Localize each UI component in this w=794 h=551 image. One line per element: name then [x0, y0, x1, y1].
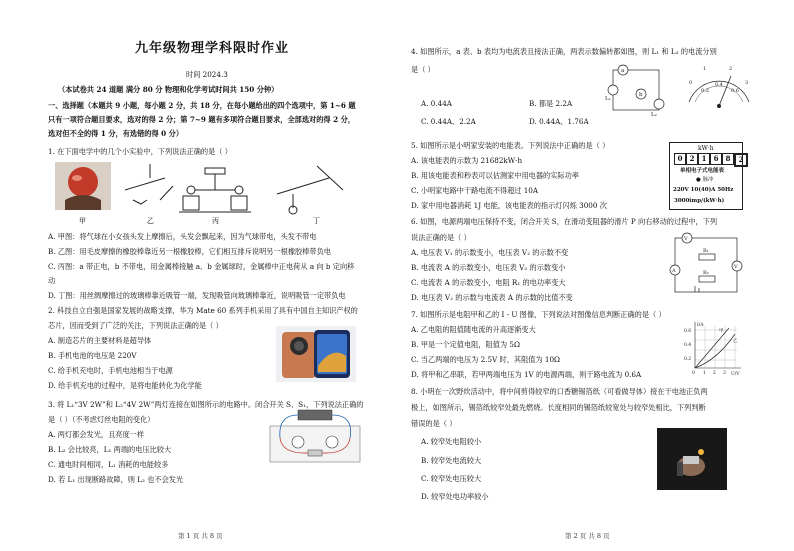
q3-option-b: B. L₂ 会比较亮，L₁ 两端的电压比较大 — [48, 445, 172, 454]
dial-tick-0: 0 — [689, 80, 693, 86]
dial-tick-4: 0.2 — [701, 88, 709, 94]
q7-option-b: B. 甲是一个定值电阻，阻值为 5Ω — [411, 340, 520, 349]
graph-xtick: 0 — [692, 371, 695, 376]
section1-line-1: 一、选择题（本题共 9 小题，每小题 2 分，共 18 分，在每小题给出的四个选项中，第 1~6 题 — [48, 101, 356, 110]
q6-option-a: A. 电压表 V₁ 的示数变小，电压表 V₂ 的示数不变 — [411, 248, 569, 257]
q4-option-a: A. 0.44A — [421, 99, 452, 108]
curve-label-yi: 乙 — [733, 339, 738, 344]
svg-text:L₂: L₂ — [651, 112, 657, 118]
q8-option-d: D. 较窄处电功率较小 — [421, 492, 489, 501]
q6-circuit — [665, 230, 745, 298]
graph-ytick: 0.6 — [684, 329, 692, 334]
q1-option-c: C. 丙图：a 带正电，b 不带电，用金属棒接触 a、b 金属球时，金属棒中正电荷从 a 向 b 定向移 — [48, 262, 355, 271]
page-title: 九年级物理学科限时作业 — [135, 41, 290, 56]
page-2 — [397, 0, 794, 551]
curve-label-jia: 甲 — [719, 329, 724, 334]
graph-xtick: 2 — [713, 371, 716, 376]
meter-line-3: 220V 10(40)A 50Hz — [673, 187, 734, 193]
q4-ammeter-dial — [683, 62, 755, 112]
straw-experiment — [277, 166, 343, 214]
q3-stem-1: 3. 将 L₁“3V 2W”和 L₂“4V 2W”两灯连接在如图所示的电路中。闭合开关 S、S₁，下列说法正确的 — [48, 400, 364, 409]
q1-option-d: D. 丁图：用丝绸摩擦过的玻璃棒靠近吸管一端，发现吸管向玻璃棒靠近，说明吸管一定带负电 — [48, 291, 346, 300]
svg-text:A: A — [672, 268, 676, 274]
svg-text:a: a — [621, 68, 625, 74]
fig-label-yi: 乙 — [147, 217, 154, 225]
dial-tick-5: 0.4 — [715, 82, 723, 88]
q2-option-d: D. 给手机充电的过程中，是将电能转化为化学能 — [48, 381, 202, 390]
svg-text:L₁: L₁ — [605, 96, 611, 102]
q5-option-b: B. 用该电能表和秒表可以估测家中用电器的实际功率 — [411, 171, 579, 180]
q6-option-c: C. 电流表 A 的示数变小，电阻 R₁ 的电功率变大 — [411, 278, 566, 287]
graph-ytick: 0.4 — [684, 343, 692, 348]
svg-text:b: b — [639, 92, 643, 98]
rod-experiment — [125, 164, 173, 204]
q6-stem-1: 6. 如图，电源两端电压保持不变，闭合开关 S，在滑动变阻器的滑片 P 向右移动的过程中，下列 — [411, 217, 718, 226]
svg-text:R₂: R₂ — [703, 270, 709, 276]
exam-meta: （本试卷共 24 道题 满分 80 分 物理和化学考试时间共 150 分钟） — [58, 85, 279, 94]
q4-stem-1: 4. 如图所示，a 表、b 表均为电流表且接法正确，两表示数偏转都如图，则 L₁ 和 L₂ 的电流分别 — [411, 47, 717, 56]
graph-ylabel: I/A — [697, 323, 704, 328]
q1-stem: 1. 在下面电学中的几个小实验中，下列说法正确的是（ ） — [48, 147, 232, 156]
meter-digit: 2 — [686, 153, 698, 165]
q7-option-c: C. 当乙两端的电压为 2.5V 时，其阻值为 10Ω — [411, 355, 561, 364]
fig-label-jia: 甲 — [79, 217, 86, 225]
q8-option-a: A. 较窄处电阻较小 — [421, 437, 482, 446]
graph-xlabel: U/V — [731, 372, 740, 376]
q3-option-d: D. 若 L₁ 出现断路故障，则 L₂ 也不会发光 — [48, 475, 184, 484]
q2-option-b: B. 手机电池的电压是 220V — [48, 351, 137, 360]
q6-option-d: D. 电压表 V₂ 的示数与电流表 A 的示数的比值不变 — [411, 293, 573, 302]
meter-digit-decimal: 2 — [734, 153, 748, 167]
q8-option-c: C. 较窄处电压较大 — [421, 474, 482, 483]
q2-stem-1: 2. 科技自立自强是国家发展的战略支撑，华为 Mate 60 系列手机采用了具有中国自主知识产权的 — [48, 306, 358, 315]
graph-ytick: 0.2 — [684, 357, 692, 362]
q3-option-a: A. 两灯都会发光，且亮度一样 — [48, 430, 145, 439]
phone-image — [276, 326, 356, 382]
q1-option-a: A. 甲图：将气球在小女孩头发上摩擦后，头发会飘起来，因为气球带电，头发不带电 — [48, 232, 317, 241]
q8-option-b: B. 较窄处电流较大 — [421, 456, 482, 465]
meter-line-1: 单相电子式电能表 — [680, 168, 725, 174]
meter-line-2: ● 脉冲 — [696, 177, 714, 183]
q1-figures — [55, 160, 355, 228]
q4-option-d: D. 0.44A、1.76A — [529, 117, 589, 126]
q6-option-b: B. 电流表 A 的示数变小，电压表 V₂ 的示数变小 — [411, 263, 566, 272]
q4-option-c: C. 0.44A、2.2A — [421, 117, 476, 126]
q7-option-d: D. 将甲和乙串联，若甲两端电压为 1V 的电源两端，则干路电流为 0.6A — [411, 370, 642, 379]
meter-digit: 6 — [710, 153, 722, 165]
q2-option-c: C. 给手机充电时，手机电池相当于电源 — [48, 366, 173, 375]
section1-line-2: 只有一项符合题目要求，选对的得 2 分；第 7~9 题有多项符合题目要求，全部选对的得 2 分， — [48, 115, 355, 124]
meter-unit: kW·h — [698, 145, 714, 152]
meter-digit: 0 — [674, 153, 686, 165]
q8-stem-2: 极上，如图所示，锡箔纸较窄处最先燃烧。长度相同的锡箔纸较宽处与较窄处相比，下列判断 — [411, 403, 706, 412]
q1-option-c-cont: 动 — [48, 276, 56, 285]
q3-stem-2: 是（ ）（不考虑灯丝电阻的变化） — [48, 415, 155, 424]
q3-circuit-figure — [268, 408, 364, 468]
q4-option-b: B. 都是 2.2A — [529, 99, 573, 108]
dial-tick-6: 0.6 — [731, 88, 739, 94]
graph-xtick: 1 — [703, 371, 706, 376]
page-2-footer: 第 2 页 共 8 页 — [565, 532, 610, 540]
q8-stem-3: 错误的是（ ） — [411, 419, 457, 428]
dial-tick-2: 2 — [729, 66, 733, 72]
svg-text:R₁: R₁ — [703, 248, 709, 254]
q5-energy-meter — [669, 142, 743, 210]
q6-stem-2: 说法正确的是（ ） — [411, 233, 471, 242]
q5-stem: 5. 如图所示是小明家安装的电能表。下列说法中正确的是（ ） — [411, 141, 610, 150]
section1-line-3: 选对但不全的得 1 分，有选错的得 0 分） — [48, 129, 184, 138]
q5-option-a: A. 该电能表的示数为 21682kW·h — [411, 156, 523, 165]
meter-digit: 8 — [722, 153, 734, 165]
q4-circuit — [603, 60, 671, 118]
fig-label-bing: 丙 — [212, 217, 219, 225]
q8-stem-1: 8. 小明在一次野炊活动中，将中间剪得较窄的口香糖锡箔纸（可看做导体）接在干电池正负两 — [411, 387, 708, 396]
fig-label-ding: 丁 — [313, 217, 320, 225]
dial-tick-3: 3 — [745, 80, 749, 86]
q5-option-d: D. 家中用电器消耗 1J 电能，该电能表的指示灯闪烁 3000 次 — [411, 201, 607, 210]
exam-time: 时间 2024.3 — [186, 70, 228, 79]
electroscope-experiment — [179, 168, 251, 212]
q2-stem-2: 芯片，因而受到了广泛的关注，下列说法正确的是（ ） — [48, 321, 223, 330]
q2-option-a: A. 制造芯片的主要材料是超导体 — [48, 336, 152, 345]
q3-option-c: C. 通电时间相同，L₁ 消耗的电能较多 — [48, 460, 169, 469]
q1-option-b: B. 乙图：用毛皮摩擦的橡胶棒靠近另一根橡胶棒，它们相互排斥说明另一根橡胶棒带负电 — [48, 247, 331, 256]
meter-line-4: 3000imp/(kW·h) — [674, 198, 725, 204]
dial-tick-1: 1 — [703, 66, 707, 72]
graph-xtick: 3 — [723, 371, 726, 376]
svg-text:V: V — [684, 236, 688, 242]
q7-option-a: A. 乙电阻的阻值随电流的升高逐渐变大 — [411, 325, 536, 334]
q8-foil-battery-photo — [657, 428, 727, 490]
page-1-footer: 第 1 页 共 8 页 — [178, 532, 223, 540]
svg-text:V: V — [734, 264, 738, 270]
balloon-photo — [55, 162, 111, 210]
meter-digit: 1 — [698, 153, 710, 165]
q5-option-c: C. 小明家电路中干路电流不得超过 10A — [411, 186, 539, 195]
q7-iu-graph — [683, 320, 743, 376]
q4-stem-2: 是（ ） — [411, 65, 435, 74]
q7-stem: 7. 如图所示是电阻甲和乙的 I - U 图像，下列说法对图像信息判断正确的是（ ） — [411, 310, 666, 319]
